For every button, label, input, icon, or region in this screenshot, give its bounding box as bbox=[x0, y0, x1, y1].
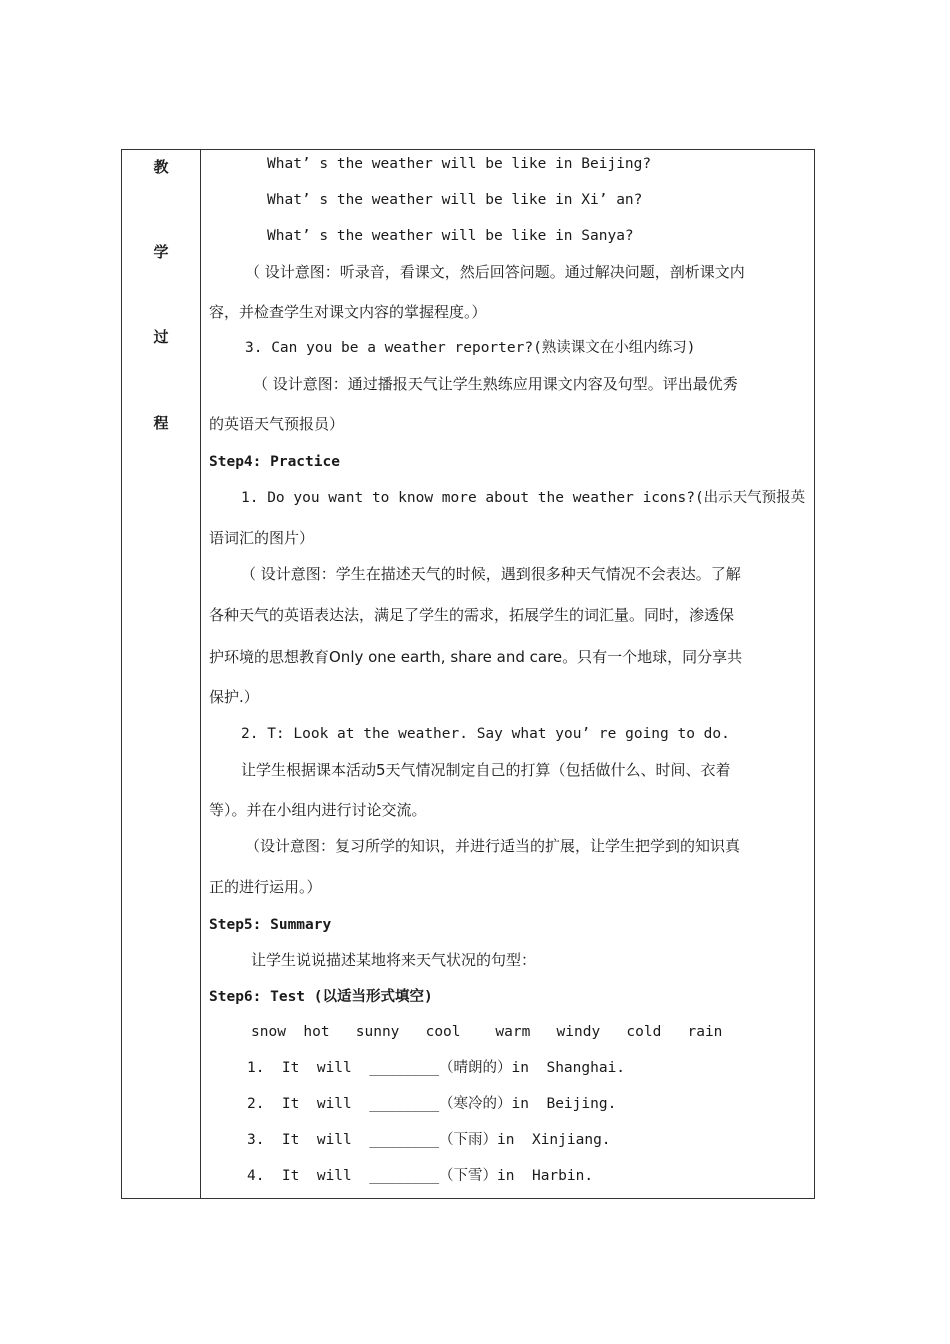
content-line: 等）。并在小组内进行讨论交流。 bbox=[209, 801, 427, 819]
content-line: 的英语天气预报员） bbox=[209, 415, 345, 433]
content-line: （设计意图：复习所学的知识，并进行适当的扩展，让学生把学到的知识真 bbox=[245, 837, 741, 855]
content-line: 各种天气的英语表达法，满足了学生的需求，拓展学生的词汇量。同时，渗透保 bbox=[209, 606, 735, 624]
content-line: 1. Do you want to know more about the weather icons?(出示天气预报英 bbox=[241, 490, 806, 506]
content-line: 3. Can you be a weather reporter?(熟读课文在小组内练习) bbox=[245, 340, 696, 356]
content-line: 让学生根据课本活动5天气情况制定自己的打算（包括做什么、时间、衣着 bbox=[241, 761, 731, 779]
content-line: 让学生说说描述某地将来天气状况的句型： bbox=[251, 951, 537, 969]
content-line: snow hot sunny cool warm windy cold rain bbox=[251, 1024, 723, 1040]
content-line: What’ s the weather will be like in Beijing? bbox=[267, 156, 652, 172]
content-line: 容，并检查学生对课文内容的掌握程度。） bbox=[209, 303, 487, 321]
content-line: What’ s the weather will be like in Xi’ an? bbox=[267, 192, 643, 208]
content-line: 3. It will ________（下雨）in Xinjiang. bbox=[247, 1132, 611, 1148]
content-line: 语词汇的图片） bbox=[209, 529, 315, 547]
side-label-char: 学 bbox=[153, 243, 169, 261]
side-label-char: 教 bbox=[153, 158, 169, 176]
content-line: （ 设计意图：学生在描述天气的时候，遇到很多种天气情况不会表达。了解 bbox=[241, 565, 741, 583]
content-line: What’ s the weather will be like in Sanya? bbox=[267, 228, 634, 244]
content-line: Step4: Practice bbox=[209, 454, 340, 470]
side-label-char: 过 bbox=[153, 328, 169, 346]
content-line: 4. It will ________（下雪）in Harbin. bbox=[247, 1168, 594, 1184]
content-line: 2. T: Look at the weather. Say what you’ re going to do. bbox=[241, 726, 730, 742]
content-line: （ 设计意图：听录音，看课文，然后回答问题。通过解决问题，剖析课文内 bbox=[245, 263, 745, 281]
content-line: Step6: Test (以适当形式填空) bbox=[209, 989, 433, 1005]
content-line: （ 设计意图：通过播报天气让学生熟练应用课文内容及句型。评出最优秀 bbox=[253, 375, 738, 393]
content-line: 保护.） bbox=[209, 688, 259, 706]
content-line: 护环境的思想教育Only one earth, share and care。只有一个地球，同分享共 bbox=[209, 648, 743, 666]
content-line: 正的进行运用。） bbox=[209, 878, 322, 896]
content-line: Step5: Summary bbox=[209, 917, 332, 933]
lesson-table bbox=[121, 149, 815, 1199]
content-line: 2. It will ________（寒冷的）in Beijing. bbox=[247, 1096, 617, 1112]
column-divider bbox=[200, 150, 201, 1198]
side-label-char: 程 bbox=[153, 414, 169, 432]
content-line: 1. It will ________（晴朗的）in Shanghai. bbox=[247, 1060, 626, 1076]
